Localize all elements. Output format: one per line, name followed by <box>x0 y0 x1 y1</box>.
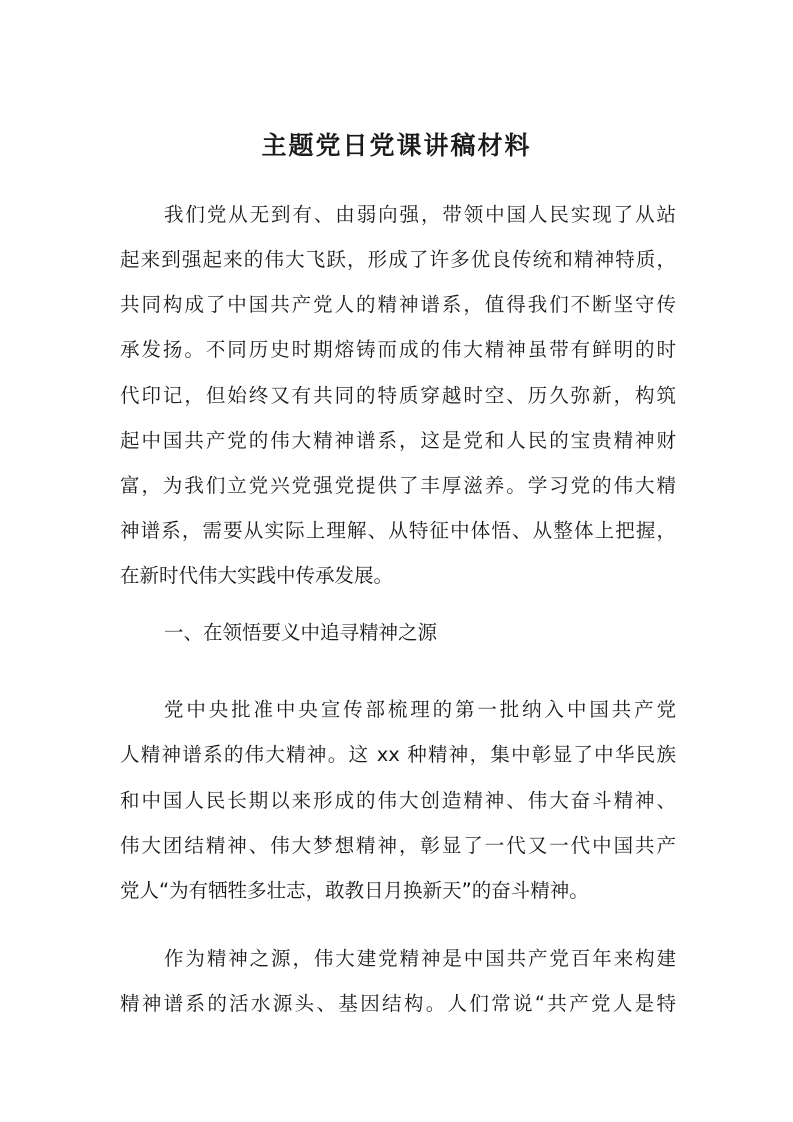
paragraph-1-line-9: 在新时代伟大实践中传承发展。 <box>120 564 394 587</box>
paragraph-3-line-2: 精神谱系的活水源头、基因结构。人们常说“共产党人是特 <box>120 992 676 1015</box>
paragraph-2-line-5: 党人“为有牺牲多壮志，敢教日月换新天”的奋斗精神。 <box>120 879 589 902</box>
paragraph-1-line-2: 起来到强起来的伟大飞跃，形成了许多优良传统和精神特质， <box>120 248 676 271</box>
paragraph-2-line-2: 人精神谱系的伟大精神。这 xx 种精神，集中彰显了中华民族 <box>120 743 676 766</box>
paragraph-3-line-1: 作为精神之源，伟大建党精神是中国共产党百年来构建 <box>164 947 676 970</box>
paragraph-1-line-3: 共同构成了中国共产党人的精神谱系，值得我们不断坚守传 <box>120 293 676 316</box>
paragraph-2-line-3: 和中国人民长期以来形成的伟大创造精神、伟大奋斗精神、 <box>120 789 676 812</box>
paragraph-1-line-5: 代印记，但始终又有共同的特质穿越时空、历久弥新，构筑 <box>120 384 676 407</box>
paragraph-1-line-7: 富，为我们立党兴党强党提供了丰厚滋养。学习党的伟大精 <box>120 474 676 497</box>
document-title: 主题党日党课讲稿材料 <box>261 131 532 160</box>
paragraph-2-line-1: 党中央批准中央宣传部梳理的第一批纳入中国共产党 <box>164 698 676 721</box>
section-heading-1: 一、在领悟要义中追寻精神之源 <box>164 621 438 644</box>
paragraph-1-line-8: 神谱系，需要从实际上理解、从特征中体悟、从整体上把握， <box>120 519 676 542</box>
paragraph-1-line-4: 承发扬。不同历史时期熔铸而成的伟大精神虽带有鲜明的时 <box>120 338 676 361</box>
paragraph-1-line-6: 起中国共产党的伟大精神谱系，这是党和人民的宝贵精神财 <box>120 429 676 452</box>
paragraph-1-line-1: 我们党从无到有、由弱向强，带领中国人民实现了从站 <box>164 203 676 226</box>
paragraph-2-line-4: 伟大团结精神、伟大梦想精神，彰显了一代又一代中国共产 <box>120 834 676 857</box>
